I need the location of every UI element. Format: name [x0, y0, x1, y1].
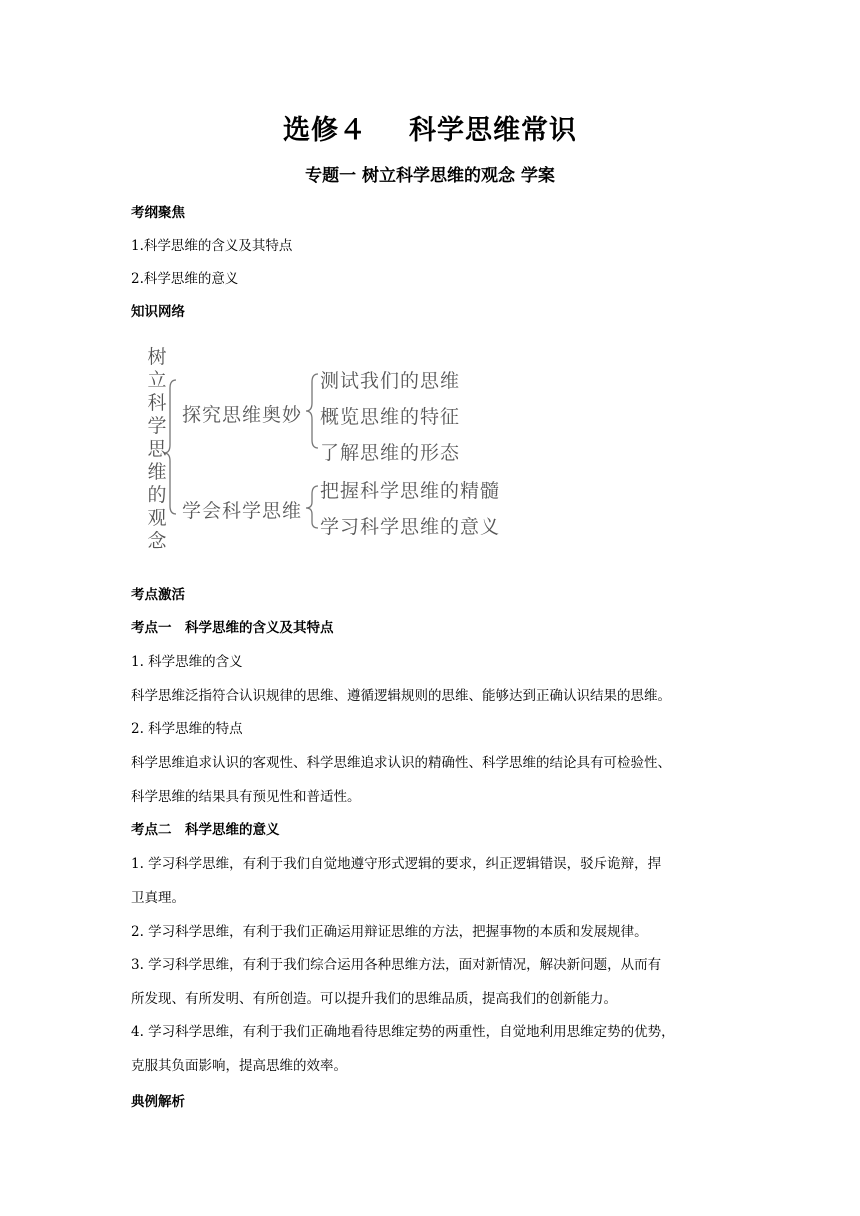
branch-2-item: 学习科学思维的意义	[320, 516, 501, 538]
root-char: 思	[147, 438, 167, 460]
focus-item-2: 2.科学思维的意义	[131, 271, 239, 287]
knowledge-network-diagram	[140, 340, 520, 565]
root-char: 的	[147, 484, 167, 506]
examples-heading: 典例解析	[131, 1094, 185, 1110]
lower-brace	[306, 486, 318, 528]
point-2-item-3: 3. 学习科学思维，有利于我们综合运用各种思维方法，面对新情况，解决新问题，从而有	[131, 957, 662, 973]
root-char: 观	[147, 507, 167, 529]
point-1-sub-1-text: 科学思维泛指符合认识规律的思维、遵循逻辑规则的思维、能够达到正确认识结果的思维。	[131, 688, 671, 704]
root-char: 立	[147, 369, 167, 391]
point-2-item-4-cont: 克服其负面影响，提高思维的效率。	[131, 1058, 347, 1074]
point-2-item-2: 2. 学习科学思维，有利于我们正确运用辩证思维的方法，把握事物的本质和发展规律。	[131, 924, 648, 940]
point-1-sub-1: 1. 科学思维的含义	[131, 654, 243, 670]
point-2-item-3-cont: 所发现、有所发明、有所创造。可以提升我们的思维品质，提高我们的创新能力。	[131, 991, 617, 1007]
title-part2: 科学思维常识	[409, 115, 577, 146]
branch-1-label: 探究思维奥妙	[182, 404, 303, 426]
focus-item-1: 1.科学思维的含义及其特点	[131, 238, 293, 254]
point-1-sub-2: 2. 科学思维的特点	[131, 721, 243, 737]
root-char: 维	[147, 461, 167, 483]
point-2-heading: 考点二 科学思维的意义	[131, 822, 280, 838]
point-2-item-1: 1. 学习科学思维，有利于我们自觉地遵守形式逻辑的要求，纠正逻辑错误，驳斥诡辩，捍	[131, 856, 662, 872]
branch-2-label: 学会科学思维	[182, 500, 303, 522]
branch-2-item: 把握科学思维的精髓	[320, 480, 501, 502]
activation-heading: 考点激活	[131, 587, 185, 603]
root-char: 树	[147, 346, 167, 368]
point-1-sub-2-text: 科学思维的结果具有预见性和普适性。	[131, 789, 361, 805]
point-2-item-1-cont: 卫真理。	[131, 890, 185, 906]
point-1-sub-2-text: 科学思维追求认识的客观性、科学思维追求认识的精确性、科学思维的结论具有可检验性、	[131, 755, 671, 771]
root-char: 念	[147, 530, 167, 552]
branch-1-item: 测试我们的思维	[320, 370, 461, 392]
title-part1: 选修４	[283, 115, 367, 146]
point-1-heading: 考点一 科学思维的含义及其特点	[131, 620, 334, 636]
network-heading: 知识网络	[131, 304, 185, 320]
upper-brace	[306, 374, 318, 448]
point-2-item-4: 4. 学习科学思维，有利于我们正确地看待思维定势的两重性，自觉地利用思维定势的优势，	[131, 1024, 675, 1040]
page-subtitle: 专题一 树立科学思维的观念 学案	[305, 166, 555, 186]
page-title	[0, 108, 860, 147]
root-char: 科	[147, 392, 167, 414]
focus-heading: 考纲聚焦	[131, 205, 185, 221]
branch-1-item: 了解思维的形态	[320, 442, 461, 464]
branch-1-item: 概览思维的特征	[320, 406, 461, 428]
root-char: 学	[147, 415, 167, 437]
